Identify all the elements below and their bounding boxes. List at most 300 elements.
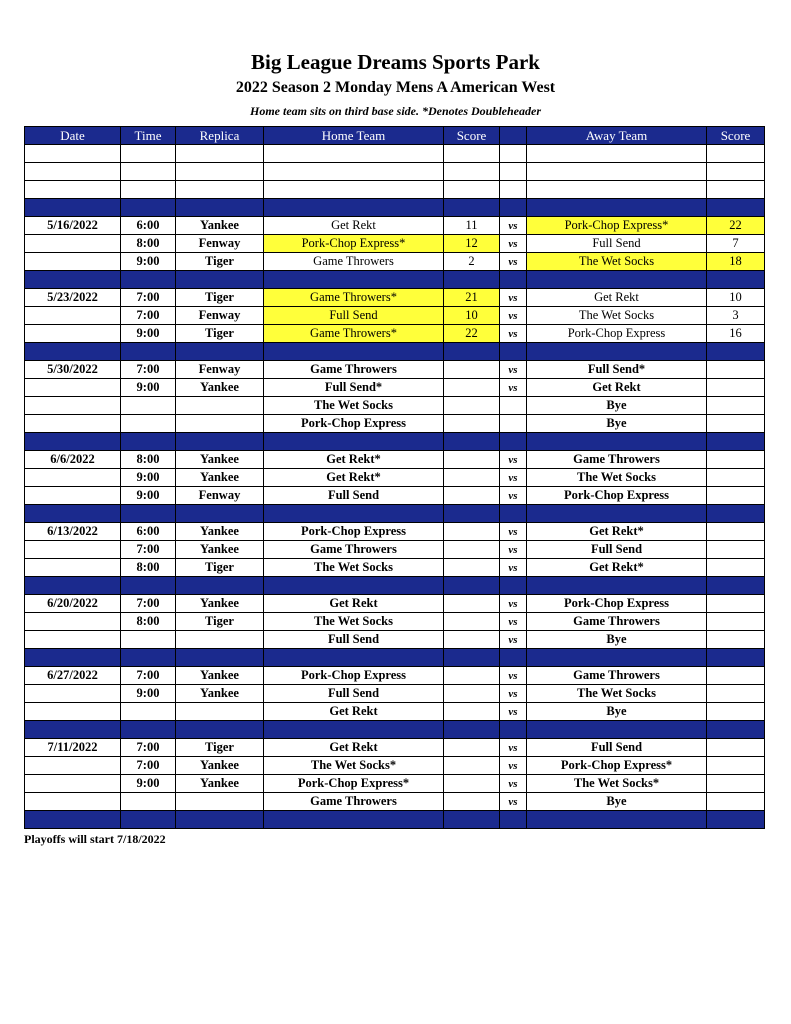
away-score-cell (707, 379, 765, 397)
home-team-cell: Get Rekt* (264, 451, 444, 469)
column-header: Date (25, 127, 121, 145)
time-cell (121, 793, 176, 811)
time-cell (121, 433, 176, 451)
away-team-cell: Bye (527, 703, 707, 721)
vs-cell: vs (500, 253, 527, 271)
vs-cell: vs (500, 541, 527, 559)
date-cell (25, 199, 121, 217)
away-score-cell (707, 487, 765, 505)
time-cell: 9:00 (121, 685, 176, 703)
replica-cell (176, 649, 264, 667)
away-score-cell (707, 397, 765, 415)
time-cell: 7:00 (121, 541, 176, 559)
game-row (25, 685, 765, 703)
vs-cell (500, 433, 527, 451)
home-team-cell (264, 505, 444, 523)
date-cell: 5/16/2022 (25, 217, 121, 235)
date-cell (25, 487, 121, 505)
away-team-cell (527, 505, 707, 523)
replica-cell: Fenway (176, 235, 264, 253)
replica-cell: Tiger (176, 613, 264, 631)
vs-cell: vs (500, 613, 527, 631)
replica-cell (176, 163, 264, 181)
game-row (25, 361, 765, 379)
vs-cell: vs (500, 703, 527, 721)
home-score-cell (444, 721, 500, 739)
separator-row (25, 649, 765, 667)
home-team-cell: Full Send (264, 631, 444, 649)
time-cell (121, 397, 176, 415)
column-header: Away Team (527, 127, 707, 145)
game-row (25, 253, 765, 271)
date-cell (25, 541, 121, 559)
date-cell (25, 775, 121, 793)
time-cell: 7:00 (121, 289, 176, 307)
separator-row (25, 505, 765, 523)
away-team-cell: Game Throwers (527, 667, 707, 685)
replica-cell (176, 397, 264, 415)
replica-cell: Fenway (176, 361, 264, 379)
away-score-cell (707, 649, 765, 667)
home-team-cell: The Wet Socks* (264, 757, 444, 775)
time-cell (121, 721, 176, 739)
schedule-body (25, 145, 765, 829)
replica-cell: Yankee (176, 451, 264, 469)
vs-cell: vs (500, 217, 527, 235)
date-cell: 6/20/2022 (25, 595, 121, 613)
home-score-cell (444, 595, 500, 613)
date-cell (25, 433, 121, 451)
date-cell (25, 181, 121, 199)
away-team-cell: Get Rekt* (527, 523, 707, 541)
replica-cell: Yankee (176, 523, 264, 541)
vs-cell: vs (500, 235, 527, 253)
away-score-cell (707, 469, 765, 487)
game-row (25, 217, 765, 235)
away-score-cell: 16 (707, 325, 765, 343)
blank-row (25, 163, 765, 181)
vs-cell: vs (500, 469, 527, 487)
home-score-cell (444, 667, 500, 685)
away-team-cell (527, 577, 707, 595)
away-score-cell (707, 685, 765, 703)
date-cell (25, 613, 121, 631)
blank-row (25, 145, 765, 163)
vs-cell: vs (500, 325, 527, 343)
time-cell (121, 703, 176, 721)
home-score-cell (444, 703, 500, 721)
vs-cell (500, 415, 527, 433)
home-score-cell (444, 613, 500, 631)
time-cell: 8:00 (121, 613, 176, 631)
away-score-cell (707, 433, 765, 451)
date-cell (25, 685, 121, 703)
vs-cell: vs (500, 289, 527, 307)
home-score-cell (444, 163, 500, 181)
home-score-cell (444, 811, 500, 829)
replica-cell (176, 181, 264, 199)
home-team-cell: The Wet Socks (264, 613, 444, 631)
vs-cell (500, 181, 527, 199)
away-score-cell (707, 703, 765, 721)
replica-cell (176, 505, 264, 523)
away-team-cell: Bye (527, 631, 707, 649)
away-team-cell: Game Throwers (527, 451, 707, 469)
time-cell: 9:00 (121, 487, 176, 505)
time-cell (121, 631, 176, 649)
away-score-cell (707, 541, 765, 559)
away-team-cell: Bye (527, 415, 707, 433)
schedule-note: Home team sits on third base side. *Denotes Doubleheader (250, 104, 541, 118)
away-score-cell (707, 739, 765, 757)
column-header: Score (444, 127, 500, 145)
game-row (25, 523, 765, 541)
away-team-cell (527, 721, 707, 739)
home-team-cell: Full Send (264, 685, 444, 703)
away-team-cell: Get Rekt (527, 379, 707, 397)
away-score-cell (707, 793, 765, 811)
date-cell (25, 757, 121, 775)
away-score-cell (707, 343, 765, 361)
table-header-row (25, 127, 765, 145)
home-score-cell (444, 181, 500, 199)
away-team-cell (527, 811, 707, 829)
away-score-cell: 10 (707, 289, 765, 307)
date-cell (25, 811, 121, 829)
replica-cell (176, 793, 264, 811)
game-row (25, 469, 765, 487)
away-team-cell: Full Send (527, 235, 707, 253)
time-cell: 8:00 (121, 235, 176, 253)
game-row (25, 379, 765, 397)
time-cell (121, 415, 176, 433)
away-team-cell (527, 433, 707, 451)
away-score-cell (707, 577, 765, 595)
separator-row (25, 721, 765, 739)
date-cell (25, 145, 121, 163)
away-team-cell: Get Rekt (527, 289, 707, 307)
date-cell (25, 253, 121, 271)
time-cell (121, 505, 176, 523)
time-cell: 9:00 (121, 775, 176, 793)
vs-cell: vs (500, 631, 527, 649)
date-cell (25, 721, 121, 739)
home-score-cell: 10 (444, 307, 500, 325)
home-team-cell (264, 577, 444, 595)
away-team-cell: Pork-Chop Express* (527, 217, 707, 235)
vs-cell: vs (500, 667, 527, 685)
time-cell (121, 199, 176, 217)
home-team-cell: Get Rekt (264, 217, 444, 235)
time-cell: 7:00 (121, 361, 176, 379)
game-row (25, 739, 765, 757)
home-score-cell: 2 (444, 253, 500, 271)
home-team-cell (264, 649, 444, 667)
away-team-cell: Game Throwers (527, 613, 707, 631)
date-cell: 6/13/2022 (25, 523, 121, 541)
home-team-cell (264, 145, 444, 163)
replica-cell: Yankee (176, 541, 264, 559)
away-team-cell: Pork-Chop Express (527, 595, 707, 613)
column-header: Home Team (264, 127, 444, 145)
away-team-cell (527, 163, 707, 181)
vs-cell: vs (500, 307, 527, 325)
home-team-cell (264, 271, 444, 289)
away-team-cell (527, 199, 707, 217)
time-cell: 9:00 (121, 379, 176, 397)
home-team-cell: Pork-Chop Express* (264, 235, 444, 253)
time-cell: 8:00 (121, 451, 176, 469)
home-score-cell (444, 199, 500, 217)
date-cell (25, 703, 121, 721)
away-score-cell: 22 (707, 217, 765, 235)
time-cell: 9:00 (121, 325, 176, 343)
game-row (25, 289, 765, 307)
away-score-cell (707, 667, 765, 685)
game-row (25, 613, 765, 631)
date-cell (25, 577, 121, 595)
replica-cell: Yankee (176, 379, 264, 397)
away-score-cell (707, 775, 765, 793)
home-score-cell (444, 433, 500, 451)
home-team-cell: Full Send (264, 307, 444, 325)
column-header: Replica (176, 127, 264, 145)
away-team-cell (527, 145, 707, 163)
vs-cell: vs (500, 739, 527, 757)
time-cell (121, 271, 176, 289)
game-row (25, 559, 765, 577)
replica-cell: Tiger (176, 289, 264, 307)
game-row (25, 307, 765, 325)
time-cell (121, 145, 176, 163)
time-cell: 7:00 (121, 739, 176, 757)
away-team-cell: Full Send* (527, 361, 707, 379)
time-cell: 8:00 (121, 559, 176, 577)
home-team-cell: Game Throwers (264, 541, 444, 559)
away-score-cell (707, 199, 765, 217)
vs-cell (500, 199, 527, 217)
home-score-cell (444, 271, 500, 289)
away-team-cell (527, 649, 707, 667)
time-cell: 7:00 (121, 307, 176, 325)
away-team-cell: Bye (527, 397, 707, 415)
away-team-cell: The Wet Socks (527, 253, 707, 271)
game-row (25, 415, 765, 433)
away-score-cell (707, 451, 765, 469)
replica-cell: Yankee (176, 775, 264, 793)
replica-cell (176, 433, 264, 451)
date-cell (25, 343, 121, 361)
home-score-cell (444, 793, 500, 811)
replica-cell (176, 343, 264, 361)
date-cell (25, 235, 121, 253)
home-score-cell (444, 577, 500, 595)
replica-cell: Tiger (176, 559, 264, 577)
away-score-cell (707, 559, 765, 577)
game-row (25, 235, 765, 253)
date-cell (25, 307, 121, 325)
away-team-cell: The Wet Socks (527, 469, 707, 487)
vs-cell (500, 649, 527, 667)
time-cell: 7:00 (121, 757, 176, 775)
away-team-cell: The Wet Socks* (527, 775, 707, 793)
home-team-cell: Get Rekt (264, 739, 444, 757)
time-cell: 9:00 (121, 469, 176, 487)
home-score-cell: 21 (444, 289, 500, 307)
away-score-cell (707, 595, 765, 613)
replica-cell: Tiger (176, 325, 264, 343)
home-team-cell: Game Throwers* (264, 289, 444, 307)
away-team-cell: Full Send (527, 541, 707, 559)
home-score-cell (444, 523, 500, 541)
away-team-cell: Pork-Chop Express (527, 487, 707, 505)
away-score-cell (707, 415, 765, 433)
home-score-cell (444, 631, 500, 649)
vs-cell (500, 811, 527, 829)
home-team-cell (264, 721, 444, 739)
vs-cell (500, 721, 527, 739)
separator-row (25, 343, 765, 361)
replica-cell (176, 703, 264, 721)
home-team-cell: Game Throwers (264, 253, 444, 271)
vs-cell: vs (500, 523, 527, 541)
home-team-cell: Get Rekt (264, 595, 444, 613)
home-team-cell: Pork-Chop Express (264, 415, 444, 433)
away-team-cell: Pork-Chop Express* (527, 757, 707, 775)
away-score-cell (707, 757, 765, 775)
separator-row (25, 433, 765, 451)
game-row (25, 703, 765, 721)
home-score-cell: 12 (444, 235, 500, 253)
date-cell: 7/11/2022 (25, 739, 121, 757)
vs-cell: vs (500, 559, 527, 577)
playoffs-note: Playoffs will start 7/18/2022 (24, 832, 166, 846)
replica-cell: Yankee (176, 217, 264, 235)
replica-cell: Tiger (176, 253, 264, 271)
time-cell (121, 649, 176, 667)
home-team-cell: Game Throwers* (264, 325, 444, 343)
time-cell: 6:00 (121, 523, 176, 541)
time-cell (121, 811, 176, 829)
vs-cell (500, 343, 527, 361)
page-title: Big League Dreams Sports Park (251, 50, 540, 74)
game-row (25, 451, 765, 469)
vs-cell: vs (500, 595, 527, 613)
away-score-cell (707, 523, 765, 541)
date-cell (25, 559, 121, 577)
date-cell: 5/23/2022 (25, 289, 121, 307)
vs-cell (500, 163, 527, 181)
home-team-cell: Get Rekt (264, 703, 444, 721)
vs-cell (500, 397, 527, 415)
game-row (25, 775, 765, 793)
home-team-cell: Full Send* (264, 379, 444, 397)
home-score-cell (444, 487, 500, 505)
vs-cell: vs (500, 793, 527, 811)
page-subtitle: 2022 Season 2 Monday Mens A American West (235, 79, 556, 96)
blank-row (25, 181, 765, 199)
home-score-cell (444, 451, 500, 469)
vs-cell (500, 577, 527, 595)
away-team-cell (527, 181, 707, 199)
date-cell: 6/6/2022 (25, 451, 121, 469)
time-cell: 9:00 (121, 253, 176, 271)
home-score-cell (444, 361, 500, 379)
date-cell (25, 415, 121, 433)
away-team-cell (527, 343, 707, 361)
replica-cell (176, 577, 264, 595)
vs-cell: vs (500, 685, 527, 703)
vs-cell (500, 271, 527, 289)
game-row (25, 541, 765, 559)
date-cell (25, 631, 121, 649)
home-score-cell (444, 397, 500, 415)
away-score-cell (707, 613, 765, 631)
away-team-cell: Bye (527, 793, 707, 811)
away-team-cell: Get Rekt* (527, 559, 707, 577)
away-score-cell: 18 (707, 253, 765, 271)
replica-cell: Fenway (176, 307, 264, 325)
away-team-cell: The Wet Socks (527, 685, 707, 703)
vs-cell: vs (500, 757, 527, 775)
time-cell: 6:00 (121, 217, 176, 235)
home-score-cell (444, 757, 500, 775)
home-score-cell (444, 559, 500, 577)
replica-cell (176, 271, 264, 289)
away-score-cell (707, 631, 765, 649)
date-cell (25, 469, 121, 487)
home-score-cell (444, 505, 500, 523)
home-score-cell: 22 (444, 325, 500, 343)
home-score-cell (444, 415, 500, 433)
date-cell (25, 271, 121, 289)
date-cell (25, 397, 121, 415)
home-score-cell (444, 343, 500, 361)
date-cell (25, 163, 121, 181)
replica-cell: Yankee (176, 685, 264, 703)
game-row (25, 397, 765, 415)
home-team-cell (264, 163, 444, 181)
date-cell (25, 325, 121, 343)
home-team-cell: Game Throwers (264, 361, 444, 379)
replica-cell: Yankee (176, 469, 264, 487)
home-score-cell (444, 145, 500, 163)
game-row (25, 595, 765, 613)
replica-cell (176, 631, 264, 649)
game-row (25, 667, 765, 685)
replica-cell (176, 145, 264, 163)
home-score-cell (444, 541, 500, 559)
home-team-cell (264, 199, 444, 217)
away-score-cell (707, 181, 765, 199)
away-team-cell: Full Send (527, 739, 707, 757)
vs-cell (500, 505, 527, 523)
column-header: Score (707, 127, 765, 145)
home-score-cell (444, 775, 500, 793)
schedule-table (24, 126, 765, 829)
game-row (25, 757, 765, 775)
game-row (25, 631, 765, 649)
vs-cell (500, 145, 527, 163)
separator-row (25, 199, 765, 217)
replica-cell (176, 721, 264, 739)
home-team-cell (264, 433, 444, 451)
time-cell (121, 343, 176, 361)
date-cell (25, 793, 121, 811)
away-score-cell (707, 505, 765, 523)
time-cell (121, 577, 176, 595)
replica-cell (176, 811, 264, 829)
